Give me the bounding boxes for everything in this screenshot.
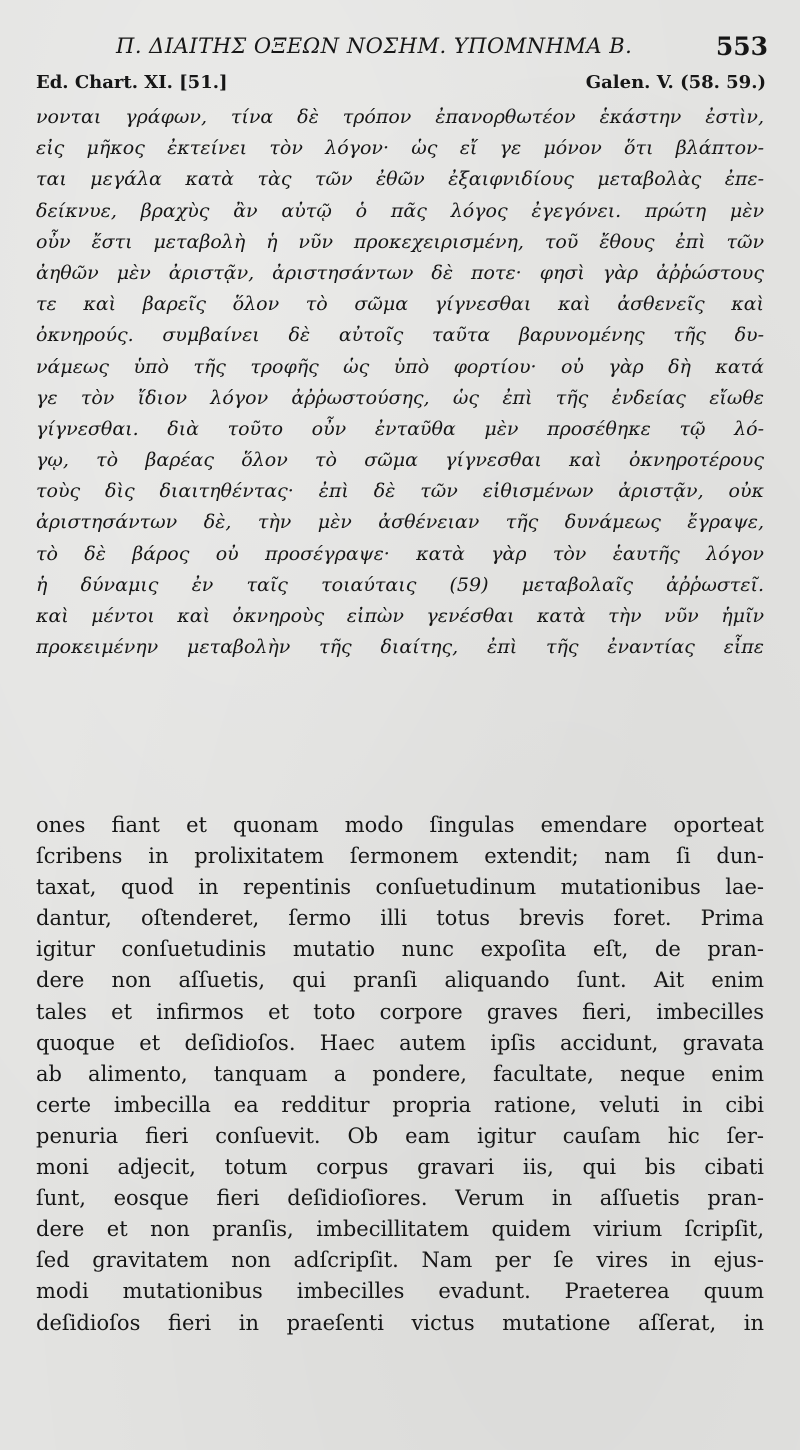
latin-line: certe imbecilla ea redditur propria ratione, veluti in cibi <box>36 1092 764 1117</box>
greek-line: ὀκνηρούς. συμβαίνει δὲ αὐτοῖς ταῦτα βαρυνομένης τῆς δυ- <box>36 324 764 347</box>
greek-line: προκειμένην μεταβολὴν τῆς διαίτης, ἐπὶ τῆς ἐναντίας εἶπε <box>36 636 764 659</box>
running-title: Π. ΔΙΑΙΤΗΣ ΟΞΕΩΝ ΝΟΣΗΜ. ΥΠΟΜΝΗΜΑ Β. <box>116 34 633 58</box>
latin-line: quoque et deſidioſos. Haec autem ipſis accidunt, gravata <box>36 1030 764 1055</box>
latin-line: ones fiant et quonam modo ſingulas emendare oporteat <box>36 813 764 837</box>
edition-reference-line <box>36 72 766 98</box>
edition-galen-reference: Galen. V. (58. 59.) <box>585 72 766 93</box>
latin-line: dere et non pranſis, imbecillitatem quidem virium ſcripſit, <box>36 1217 764 1242</box>
greek-line: καὶ μέντοι καὶ ὀκνηροὺς εἰπὼν γενέσθαι κατὰ τὴν νῦν ἡμῖν <box>36 605 764 627</box>
greek-line: γίγνεσθαι. διὰ τοῦτο οὖν ἐνταῦθα μὲν προσέθηκε τῷ λό- <box>36 417 764 440</box>
page-number: 553 <box>715 32 768 61</box>
greek-line: τὸ δὲ βάρος οὐ προσέγραψε· κατὰ γὰρ τὸν ἑαυτῆς λόγον <box>36 542 764 565</box>
latin-line: deſidioſos fieri in praeſenti victus mutatione aſſerat, in <box>36 1310 764 1335</box>
latin-line: ſcribens in prolixitatem ſermonem extendit; nam ſi dun- <box>36 844 764 869</box>
latin-line: ab alimento, tanquam a pondere, facultate, neque enim <box>36 1061 764 1086</box>
latin-line: modi mutationibus imbecilles evadunt. Praeterea quum <box>36 1279 764 1304</box>
greek-line: ται μεγάλα κατὰ τὰς τῶν ἐθῶν ἐξαιφνιδίους μεταβολὰς ἐπε- <box>36 168 764 191</box>
latin-text-block <box>36 810 764 1339</box>
latin-line: tales et infirmos et toto corpore graves fieri, imbecilles <box>36 999 764 1024</box>
greek-line: ἀριστησάντων δὲ, τὴν μὲν ἀσθένειαν τῆς δυνάμεως ἔγραψε, <box>36 511 764 534</box>
latin-line: dantur, oſtenderet, ſermo illi totus brevis foret. Prima <box>36 906 764 931</box>
greek-line: γε τὸν ἴδιον λόγον ἀῤῥωστούσης, ὡς ἐπὶ τῆς ἐνδείας εἴωθε <box>36 386 764 409</box>
latin-line: igitur conſuetudinis mutatio nunc expoſita eſt, de pran- <box>36 937 764 962</box>
edition-chartier-reference: Ed. Chart. XI. [51.] <box>36 72 228 93</box>
latin-line: taxat, quod in repentinis conſuetudinum mutationibus lae- <box>36 875 764 900</box>
greek-line: γῳ, τὸ βαρέας ὅλον τὸ σῶμα γίγνεσθαι καὶ ὀκνηροτέρους <box>36 449 764 472</box>
greek-line: εἰς μῆκος ἐκτείνει τὸν λόγον· ὡς εἴ γε μόνον ὅτι βλάπτον- <box>36 137 764 160</box>
greek-line: ἀηθῶν μὲν ἀριστᾷν, ἀριστησάντων δὲ ποτε· φησὶ γὰρ ἀῤῥώστους <box>36 261 764 284</box>
latin-line: penuria fieri conſuevit. Ob eam igitur cauſam hic ſer- <box>36 1123 764 1148</box>
latin-line: moni adjecit, totum corpus gravari iis, qui bis cibati <box>36 1155 764 1180</box>
greek-line: οὖν ἔστι μεταβολὴ ἡ νῦν προκεχειρισμένη, τοῦ ἔθους ἐπὶ τῶν <box>36 230 764 253</box>
greek-line: τε καὶ βαρεῖς ὅλον τὸ σῶμα γίγνεσθαι καὶ ἀσθενεῖς καὶ <box>36 293 764 316</box>
latin-line: ſed gravitatem non adſcripſit. Nam per ſe vires in ejus- <box>36 1248 764 1273</box>
latin-line: dere non aſſuetis, qui pranſi aliquando ſunt. Ait enim <box>36 968 764 993</box>
latin-line: ſunt, eosque fieri deſidioſiores. Verum in aſſuetis pran- <box>36 1186 764 1211</box>
greek-line: τοὺς δὶς διαιτηθέντας· ἐπὶ δὲ τῶν εἰθισμένων ἀριστᾷν, οὐκ <box>36 480 764 503</box>
greek-line: νονται γράφων, τίνα δὲ τρόπον ἐπανορθωτέον ἑκάστην ἐστὶν, <box>36 106 764 128</box>
greek-text-block <box>36 102 764 663</box>
greek-line: δείκνυε, βραχὺς ἂν αὐτῷ ὁ πᾶς λόγος ἐγεγόνει. πρώτη μὲν <box>36 199 764 222</box>
greek-line: νάμεως ὑπὸ τῆς τροφῆς ὡς ὑπὸ φορτίου· οὐ γὰρ δὴ κατά <box>36 355 764 378</box>
greek-line: ἡ δύναμις ἐν ταῖς τοιαύταις (59) μεταβολαῖς ἀῤῥωστεῖ. <box>36 573 764 596</box>
page-header <box>28 34 768 70</box>
